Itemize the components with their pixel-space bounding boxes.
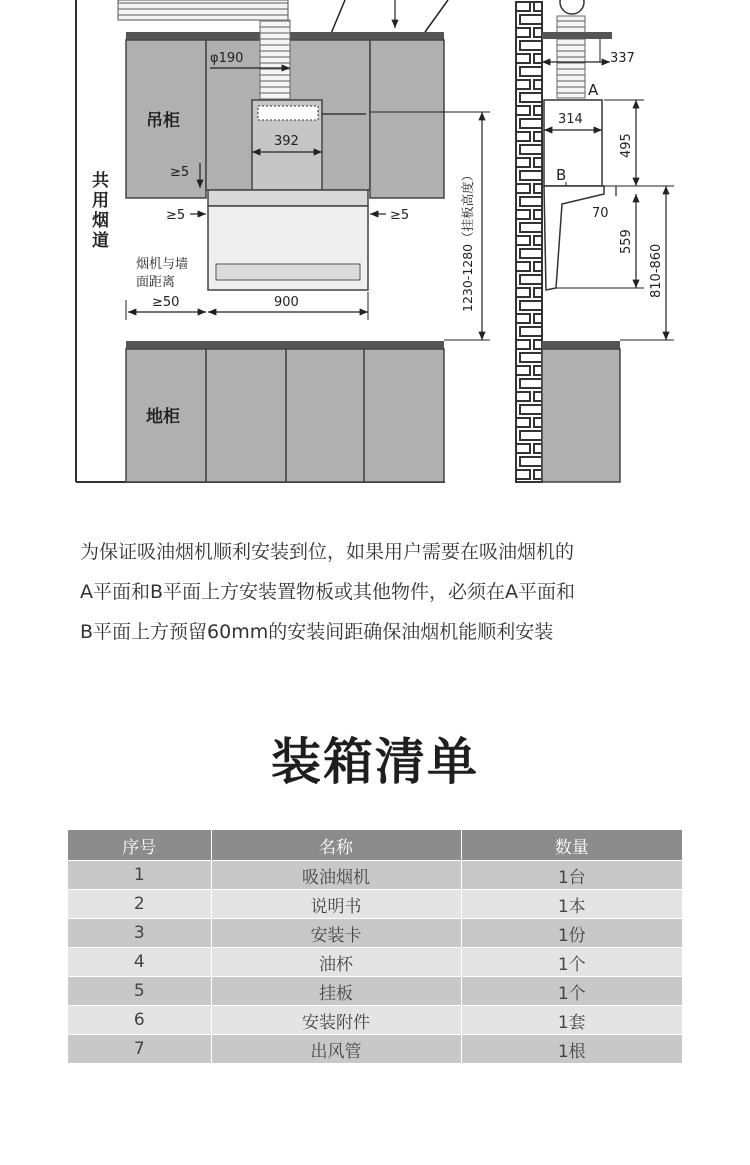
- row-index: 6: [68, 1006, 211, 1035]
- ceiling-duct: [118, 0, 288, 20]
- duct-outlet: [258, 106, 318, 120]
- row-name: 油杯: [211, 948, 461, 977]
- row-index: 3: [68, 919, 211, 948]
- row-quantity: 1个: [461, 977, 682, 1006]
- dim-70-label: 70: [592, 206, 609, 221]
- row-quantity: 1套: [461, 1006, 682, 1035]
- table-row: [68, 977, 682, 1006]
- range-hood-panel: [216, 264, 360, 280]
- table-row: [68, 919, 682, 948]
- table-row: [68, 890, 682, 919]
- base-cabinet-2: [206, 349, 286, 482]
- row-name: 安装卡: [211, 919, 461, 948]
- side-base-cabinet: [542, 349, 620, 482]
- header-index: 序号: [68, 830, 211, 861]
- row-quantity: 1个: [461, 948, 682, 977]
- wall-distance-label: 烟机与墙 面距离: [136, 257, 189, 290]
- duct-diameter-label: φ190: [210, 51, 244, 66]
- side-duct: [557, 16, 585, 98]
- table-row: [68, 1006, 682, 1035]
- table-row: [68, 948, 682, 977]
- header-name: 名称: [211, 830, 461, 861]
- dim-559-label: 559: [619, 229, 634, 254]
- dim-810-860-label: 810-860: [649, 243, 664, 298]
- range-hood-top: [208, 190, 368, 206]
- note-line: A平面和B平面上方安装置物板或其他物件，必须在A平面和: [80, 581, 576, 603]
- row-name: 安装附件: [211, 1006, 461, 1035]
- pointer-line-right: [425, 0, 448, 32]
- dim-495-label: 495: [619, 133, 634, 158]
- plane-a-label: A: [588, 81, 599, 99]
- exhaust-duct: [260, 20, 290, 100]
- gap-right-label: ≥5: [390, 208, 410, 223]
- shared-flue-label: 共 用 烟 道: [92, 171, 109, 251]
- row-name: 吸油烟机: [211, 861, 461, 890]
- table-row: [68, 1035, 682, 1064]
- row-index: 4: [68, 948, 211, 977]
- row-name: 说明书: [211, 890, 461, 919]
- side-min-label: ≥50: [152, 295, 180, 310]
- base-cabinet-top: [126, 341, 444, 349]
- row-quantity: 1本: [461, 890, 682, 919]
- width-392-label: 392: [274, 134, 299, 149]
- row-name: 出风管: [211, 1035, 461, 1064]
- side-shelf: [542, 32, 612, 39]
- hood-width-label: 900: [274, 295, 299, 310]
- row-quantity: 1台: [461, 861, 682, 890]
- base-cabinet-4: [364, 349, 444, 482]
- brick-wall: [516, 2, 542, 482]
- plane-b-label: B: [556, 166, 567, 184]
- base-cabinet-label: 地柜: [146, 407, 180, 427]
- installation-diagram: [0, 0, 750, 500]
- gap-left-label: ≥5: [166, 208, 186, 223]
- table-row: [68, 861, 682, 890]
- row-quantity: 1根: [461, 1035, 682, 1064]
- row-index: 5: [68, 977, 211, 1006]
- gauge-circle: [560, 0, 584, 14]
- packing-list-table: [68, 830, 682, 1063]
- mount-height-label: 1230-1280（挂板高度）: [460, 168, 475, 312]
- dim-314-label: 314: [558, 112, 583, 127]
- row-name: 挂板: [211, 977, 461, 1006]
- row-index: 7: [68, 1035, 211, 1064]
- row-quantity: 1份: [461, 919, 682, 948]
- installation-note: [80, 532, 700, 652]
- note-line: 为保证吸油烟机顺利安装到位，如果用户需要在吸油烟机的: [80, 541, 575, 563]
- wall-cabinet-label: 吊柜: [146, 111, 180, 131]
- header-quantity: 数量: [461, 830, 682, 861]
- side-countertop: [542, 341, 620, 349]
- side-hood-profile: [544, 186, 604, 290]
- row-index: 2: [68, 890, 211, 919]
- note-line: B平面上方预留60mm的安装间距确保油烟机能顺利安装: [80, 621, 554, 643]
- base-cabinet-3: [286, 349, 364, 482]
- gap-top-label: ≥5: [170, 165, 190, 180]
- row-index: 1: [68, 861, 211, 890]
- packing-list-title: 装箱清单: [271, 733, 479, 791]
- table-header-row: [68, 830, 682, 861]
- dim-337-label: 337: [610, 51, 635, 66]
- wall-cabinet-right: [370, 40, 444, 198]
